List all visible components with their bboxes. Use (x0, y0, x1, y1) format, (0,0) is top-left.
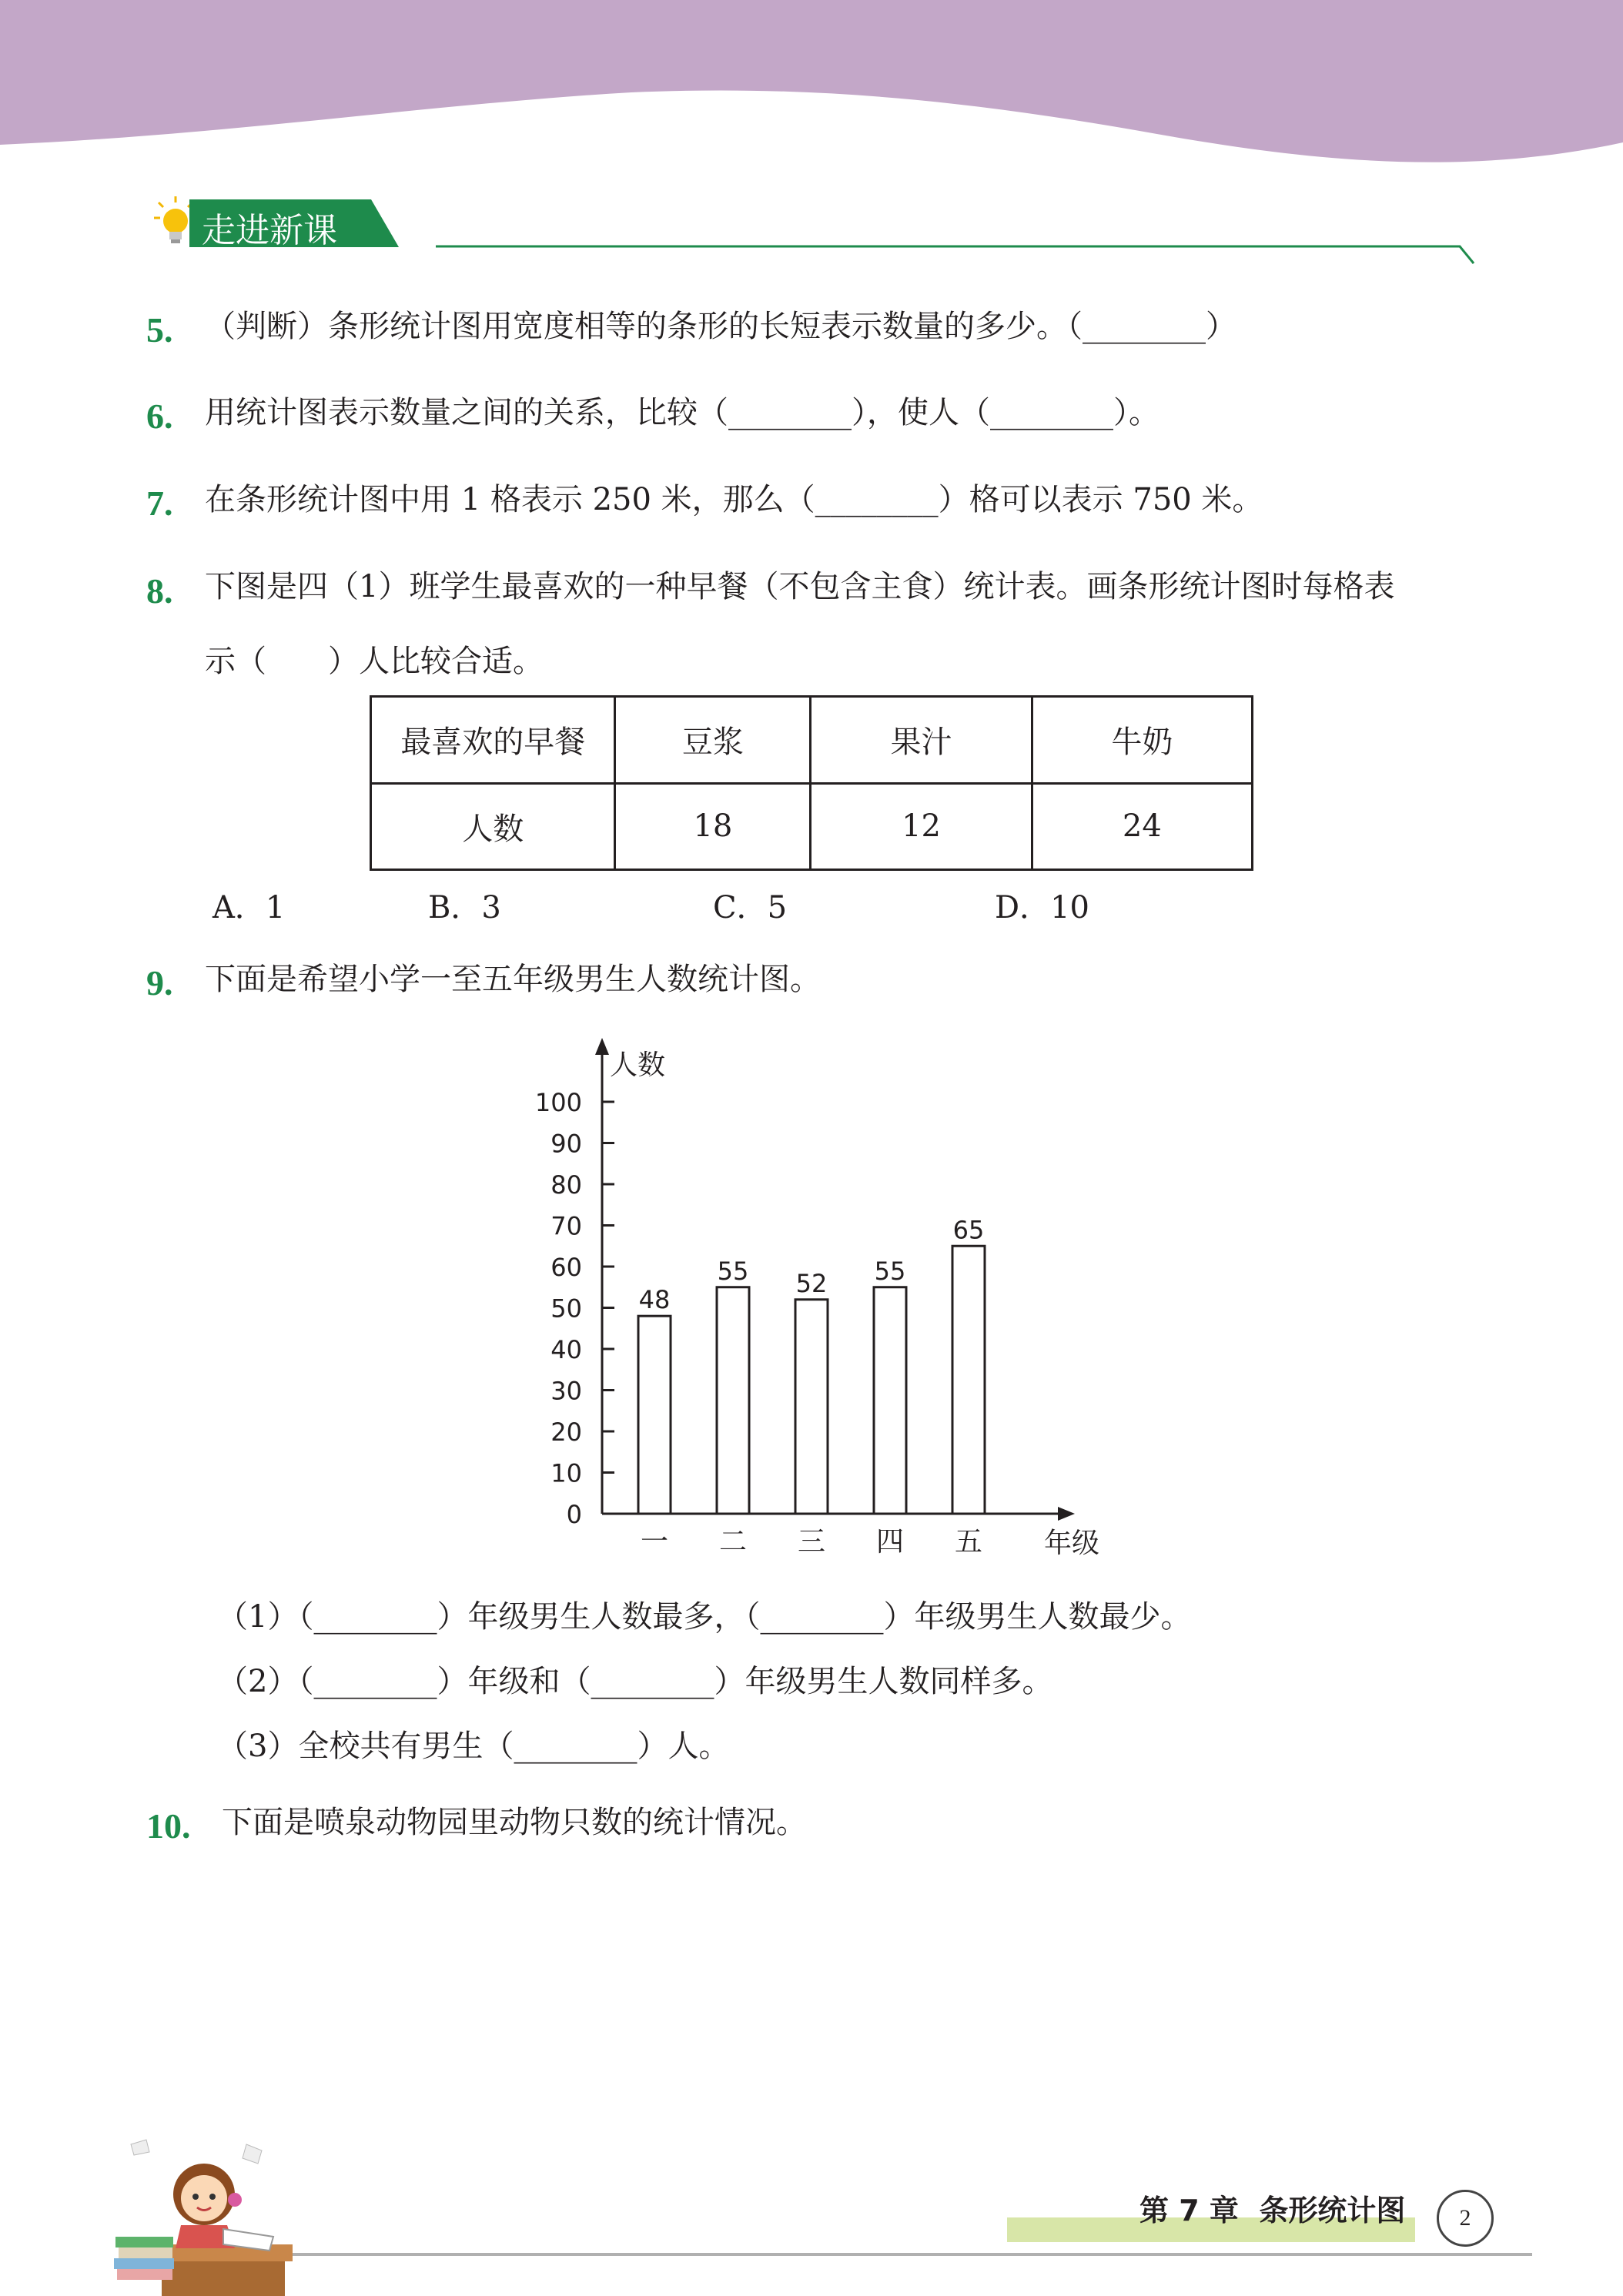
table-header-cell: 果汁 (811, 697, 1032, 784)
y-tick-label: 100 (534, 1088, 582, 1117)
section-badge (152, 195, 399, 249)
question-9-text: 下面是希望小学一至五年级男生人数统计图。 (205, 962, 821, 997)
bar (795, 1300, 828, 1514)
x-tick-label: 三 (797, 1526, 826, 1558)
data-label: 55 (874, 1256, 906, 1286)
y-tick-label: 0 (566, 1500, 582, 1529)
y-tick-label: 20 (550, 1417, 582, 1447)
table-cell: 12 (811, 783, 1032, 870)
question-9-part-2: （2）（________）年级和（________）年级男生人数同样多。 (217, 1664, 1053, 1699)
table-row (371, 697, 1253, 784)
data-label: 48 (638, 1285, 671, 1315)
y-tick-label: 40 (550, 1335, 582, 1364)
bar (952, 1246, 985, 1514)
data-label: 52 (795, 1268, 828, 1298)
header-wave (0, 0, 1623, 177)
page-number-text: 2 (1459, 2205, 1471, 2231)
question-9-part-3: （3）全校共有男生（________）人。 (217, 1729, 730, 1764)
option-a[interactable]: A．1 (212, 890, 286, 925)
y-tick-label: 50 (550, 1294, 582, 1324)
question-6-text: 用统计图表示数量之间的关系，比较（________），使人（________）。 (205, 395, 1160, 430)
breakfast-table (370, 695, 1253, 871)
bar-chart (524, 1032, 1109, 1571)
data-label: 55 (717, 1256, 749, 1286)
question-number: 10. (146, 1806, 191, 1846)
y-tick-label: 60 (550, 1253, 582, 1282)
option-c[interactable]: C．5 (713, 890, 788, 925)
x-axis-arrow-icon (1058, 1507, 1075, 1521)
question-number: 8. (146, 571, 173, 611)
question-5-text: （判断）条形统计图用宽度相等的条形的长短表示数量的多少。（________） (205, 309, 1236, 344)
x-tick-label: 二 (718, 1526, 748, 1558)
option-b[interactable]: B．3 (428, 890, 501, 925)
y-tick-label: 90 (550, 1129, 582, 1159)
y-axis-label: 人数 (610, 1049, 666, 1081)
question-number: 6. (146, 397, 173, 436)
x-axis-label: 年级 (1044, 1528, 1100, 1559)
option-d[interactable]: D．10 (995, 890, 1089, 925)
header-rule (436, 239, 1475, 266)
section-badge-label: 走进新课 (202, 211, 337, 250)
chapter-title: 第 7 章 条形统计图 (1139, 2194, 1406, 2227)
table-header-cell: 最喜欢的早餐 (371, 697, 615, 784)
footer-rule (293, 2253, 1532, 2256)
page-number (1437, 2190, 1494, 2247)
question-8-text-continued: 示（ ）人比较合适。 (205, 644, 544, 679)
table-header-cell: 豆浆 (615, 697, 811, 784)
question-number: 9. (146, 963, 173, 1002)
y-tick-label: 70 (550, 1211, 582, 1241)
question-number: 7. (146, 484, 173, 523)
y-tick-label: 10 (550, 1458, 582, 1488)
bar (717, 1287, 749, 1514)
question-8-text: 下图是四（1）班学生最喜欢的一种早餐（不包含主食）统计表。画条形统计图时每格表 (205, 569, 1395, 604)
x-tick-label: 一 (640, 1526, 669, 1558)
y-axis-arrow-icon (595, 1038, 609, 1055)
table-cell: 24 (1032, 783, 1252, 870)
bar (874, 1287, 906, 1514)
x-tick-label: 四 (875, 1526, 905, 1558)
table-row (371, 783, 1253, 870)
question-9-part-1: （1）（________）年级男生人数最多，（________）年级男生人数最少。 (217, 1599, 1192, 1635)
table-cell: 18 (615, 783, 811, 870)
table-header-cell: 牛奶 (1032, 697, 1252, 784)
y-tick-label: 30 (550, 1376, 582, 1406)
reading-girl-illustration (108, 2121, 316, 2296)
question-10-text: 下面是喷泉动物园里动物只数的统计情况。 (222, 1805, 807, 1840)
table-cell: 人数 (371, 783, 615, 870)
y-tick-label: 80 (550, 1170, 582, 1200)
data-label: 65 (952, 1215, 985, 1245)
question-number: 5. (146, 310, 173, 350)
x-tick-label: 五 (954, 1526, 983, 1558)
question-7-text: 在条形统计图中用 1 格表示 250 米，那么（________）格可以表示 750 米。 (205, 482, 1263, 517)
bar (638, 1316, 671, 1514)
